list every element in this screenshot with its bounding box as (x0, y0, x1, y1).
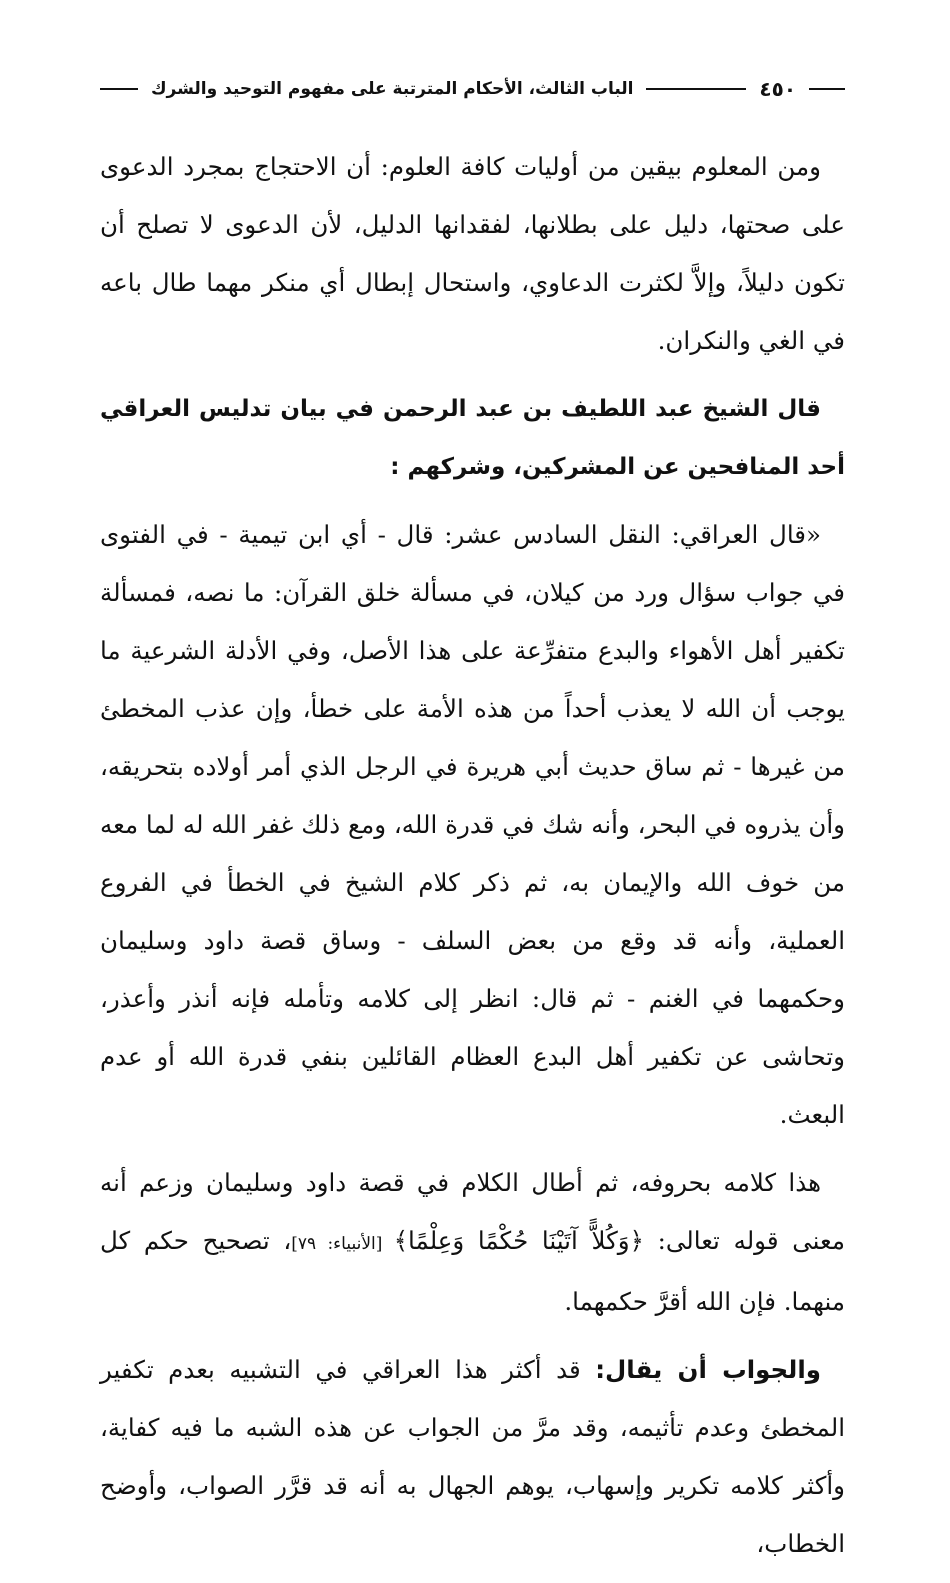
paragraph-4 (100, 1154, 845, 1331)
answer-lead: والجواب أن يقال: (595, 1355, 821, 1384)
page-header (100, 74, 845, 104)
paragraph-4-text: هذا كلامه بحروفه، ثم أطال الكلام في قصة داود وسليمان وزعم أنه معنى قوله تعالى: (100, 1168, 845, 1255)
page-body (100, 138, 845, 1583)
header-rule-left (809, 88, 845, 90)
paragraph-5-text: قد أكثر هذا العراقي في التشبيه بعدم تكفير المخطئ وعدم تأثيمه، وقد مرَّ من الجواب عن هذه الشبه ما فيه كفاية، وأكثر كلامه تكرير وإسهاب، يوهم الجهال به أنه قد قرَّر الصواب، وأوضح الخطاب، (100, 1355, 845, 1558)
header-rule-middle (646, 88, 746, 90)
paragraph-3-quote: «قال العراقي: النقل السادس عشر: قال - أي ابن تيمية - في الفتوى في جواب سؤال ورد من كيلان، في مسألة خلق القرآن: ما نصه، فمسألة تكفير أهل الأهواء والبدع متفرِّعة على هذا الأصل، وفي الأدلة الشرعية ما يوجب أن الله لا يعذب أحداً من هذه الأمة على خطأ، وإن عذب المخطئ من غيرها - ثم ساق حديث أبي هريرة في الرجل الذي أمر أولاده بتحريقه، وأن يذروه في البحر، وأنه شك في قدرة الله، ومع ذلك غفر الله له لما معه من خوف الله والإيمان به، ثم ذكر كلام الشيخ في الخطأ في الفروع العملية، وأنه قد وقع من بعض السلف - وساق قصة داود وسليمان وحكمهما في الغنم - ثم قال: انظر إلى كلامه وتأمله فإنه أنذر وأعذر، وتحاشى عن تكفير أهل البدع العظام القائلين بنفي قدرة الله أو عدم البعث. (100, 520, 845, 1129)
paragraph-5 (100, 1341, 845, 1573)
paragraph-1: ومن المعلوم بيقين من أوليات كافة العلوم: أن الاحتجاج بمجرد الدعوى على صحتها، دليل على بطلانها، لفقدانها الدليل، لأن الدعوى لا تصلح أن تكون دليلاً، وإلاَّ لكثرت الدعاوي، واستحال إبطال أي منكر مهما طال باعه في الغي والنكران. (100, 152, 845, 355)
page-number: ٤٥٠ (759, 77, 797, 101)
header-rule-right (100, 88, 138, 90)
paragraph-4-text-end: ، تصحيح حكم كل منهما. فإن الله أقرَّ حكمهما. (100, 1226, 845, 1316)
quran-verse: ﴿وَكُلاًّ آتَيْنَا حُكْمًا وَعِلْمًا﴾ (393, 1226, 644, 1255)
verse-reference: [الأنبياء: ٧٩] (291, 1234, 394, 1254)
running-title: الباب الثالث، الأحكام المترتبة على مفهوم التوحيد والشرك (150, 79, 634, 99)
paragraph-2-heading: قال الشيخ عبد اللطيف بن عبد الرحمن في بيان تدليس العراقي أحد المنافحين عن المشركين، وشركهم : (100, 396, 845, 480)
